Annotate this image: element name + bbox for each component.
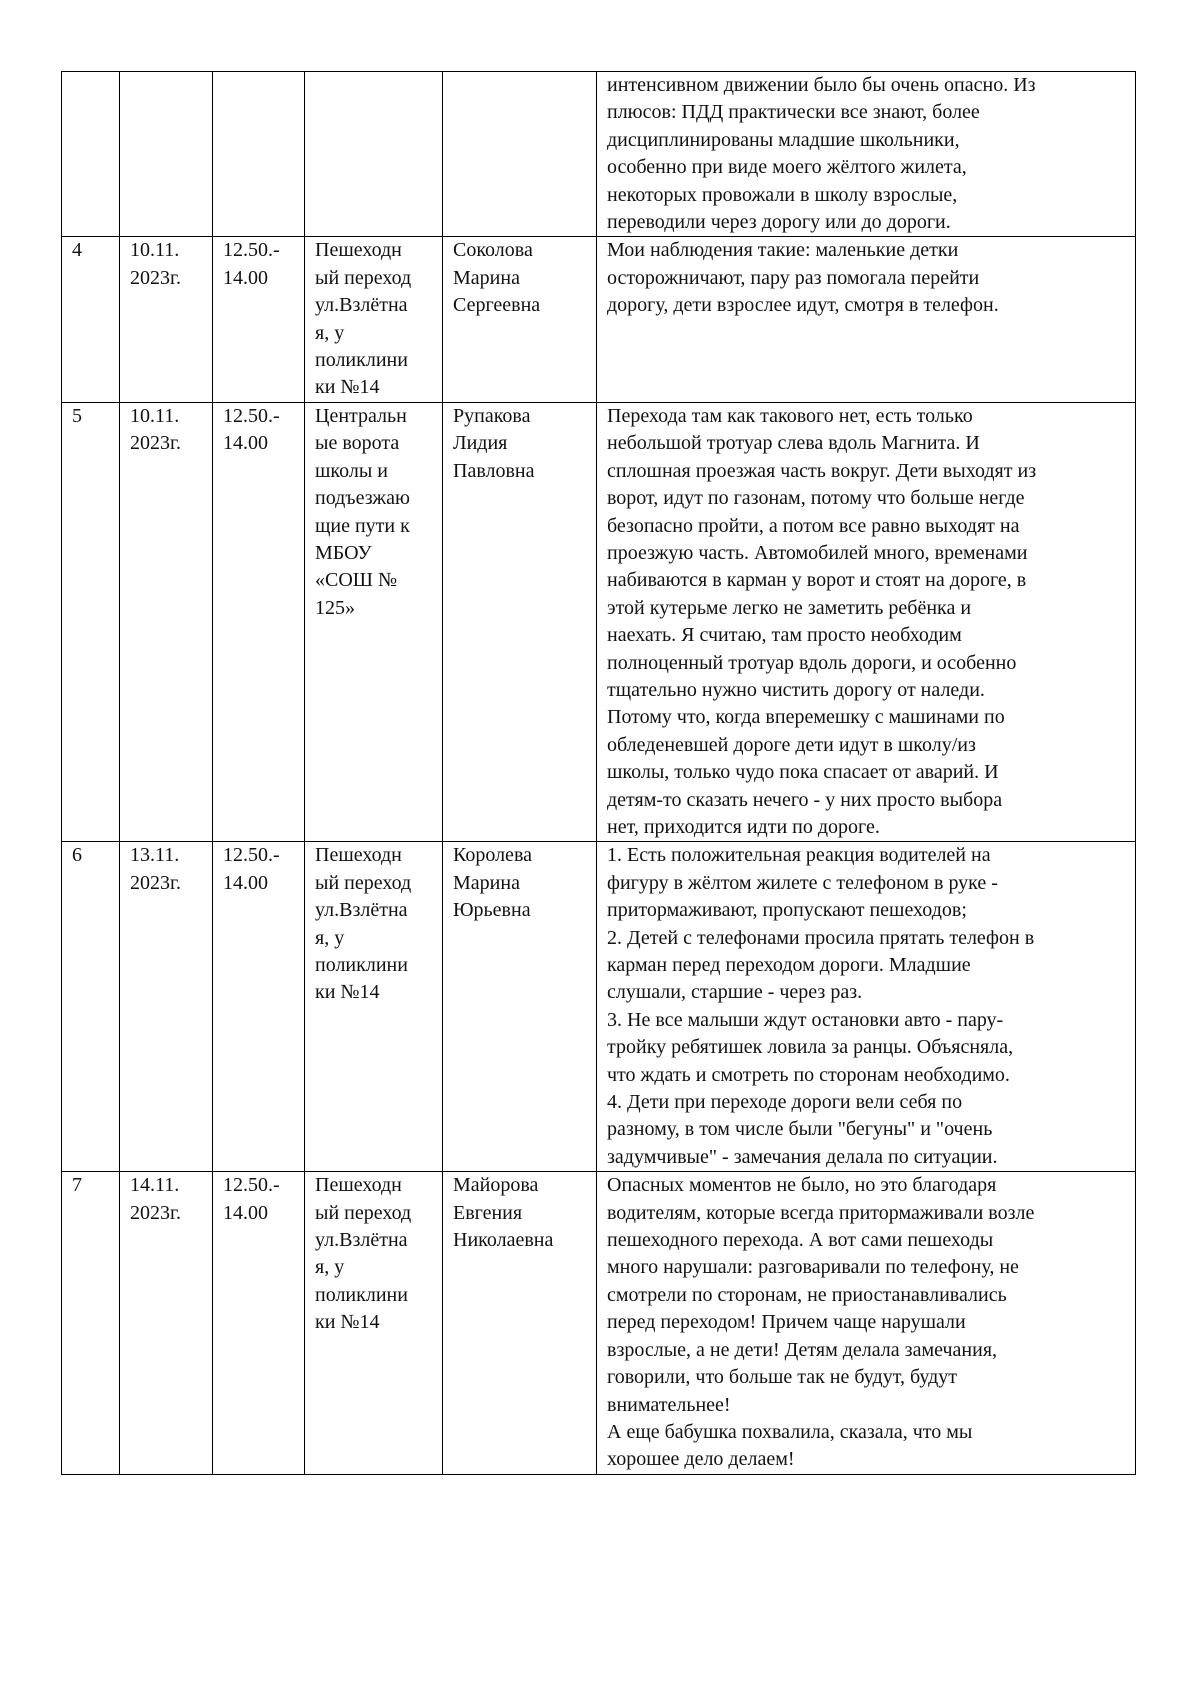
row-person: Майорова Евгения Николаевна xyxy=(443,1172,597,1474)
observation-table xyxy=(61,71,1136,1475)
row-observations: интенсивном движении было бы очень опасно. Из плюсов: ПДД практически все знают, более дисциплинированы младшие школьники, особенно при виде моего жёлтого жилета, некоторых провожали в школу взрослые, переводили через дорогу или до дороги. xyxy=(597,72,1136,237)
row-number: 7 xyxy=(62,1172,120,1474)
table-row xyxy=(62,402,1136,842)
row-time: 12.50.- 14.00 xyxy=(213,1172,305,1474)
row-date: 10.11. 2023г. xyxy=(120,237,213,402)
row-number xyxy=(62,72,120,237)
row-person: Соколова Марина Сергеевна xyxy=(443,237,597,402)
row-observations: 1. Есть положительная реакция водителей на фигуру в жёлтом жилете с телефоном в руке - притормаживают, пропускают пешеходов; 2. Детей с телефонами просила прятать телефон в карман перед переходом дороги. Младшие слушали, старшие - через раз. 3. Не все малыши ждут остановки авто - пару- тройку ребятишек ловила за ранцы. Объясняла, что ждать и смотреть по сторонам необходимо. 4. Дети при переходе дороги вели себя по разному, в том числе были "бегуны" и "очень задумчивые" - замечания делала по ситуации. xyxy=(597,842,1136,1172)
row-time: 12.50.- 14.00 xyxy=(213,402,305,842)
row-time: 12.50.- 14.00 xyxy=(213,842,305,1172)
row-person: Королева Марина Юрьевна xyxy=(443,842,597,1172)
table-row xyxy=(62,842,1136,1172)
row-observations: Опасных моментов не было, но это благодаря водителям, которые всегда притормаживали возле пешеходного перехода. А вот сами пешеходы много нарушали: разговаривали по телефону, не смотрели по сторонам, не приостанавливались перед переходом! Причем чаще нарушали взрослые, а не дети! Детям делала замечания, говорили, что больше так не будут, будут внимательнее! А еще бабушка похвалила, сказала, что мы хорошее дело делаем! xyxy=(597,1172,1136,1474)
row-time xyxy=(213,72,305,237)
row-number: 4 xyxy=(62,237,120,402)
row-number: 5 xyxy=(62,402,120,842)
row-observations: Перехода там как такового нет, есть только небольшой тротуар слева вдоль Магнита. И сплошная проезжая часть вокруг. Дети выходят из ворот, идут по газонам, потому что больше негде безопасно пройти, а потом все равно выходят на проезжую часть. Автомобилей много, временами набиваются в карман у ворот и стоят на дороге, в этой кутерьме легко не заметить ребёнка и наехать. Я считаю, там просто необходим полноценный тротуар вдоль дороги, и особенно тщательно нужно чистить дорогу от наледи. Потому что, когда вперемешку с машинами по обледеневшей дороге дети идут в школу/из школы, только чудо пока спасает от аварий. И детям-то сказать нечего - у них просто выбора нет, приходится идти по дороге. xyxy=(597,402,1136,842)
table-row xyxy=(62,1172,1136,1474)
row-person xyxy=(443,72,597,237)
row-person: Рупакова Лидия Павловна xyxy=(443,402,597,842)
row-place xyxy=(305,72,443,237)
row-place: Центральн ые ворота школы и подъезжаю щие пути к МБОУ «СОШ № 125» xyxy=(305,402,443,842)
row-date: 14.11. 2023г. xyxy=(120,1172,213,1474)
row-time: 12.50.- 14.00 xyxy=(213,237,305,402)
row-date: 13.11. 2023г. xyxy=(120,842,213,1172)
row-number: 6 xyxy=(62,842,120,1172)
row-place: Пешеходн ый переход ул.Взлётна я, у поликлини ки №14 xyxy=(305,237,443,402)
row-date xyxy=(120,72,213,237)
row-place: Пешеходн ый переход ул.Взлётна я, у поликлини ки №14 xyxy=(305,842,443,1172)
row-date: 10.11. 2023г. xyxy=(120,402,213,842)
table-row xyxy=(62,72,1136,237)
row-observations: Мои наблюдения такие: маленькие детки осторожничают, пару раз помогала перейти дорогу, дети взрослее идут, смотря в телефон. xyxy=(597,237,1136,402)
table-row xyxy=(62,237,1136,402)
row-place: Пешеходн ый переход ул.Взлётна я, у поликлини ки №14 xyxy=(305,1172,443,1474)
